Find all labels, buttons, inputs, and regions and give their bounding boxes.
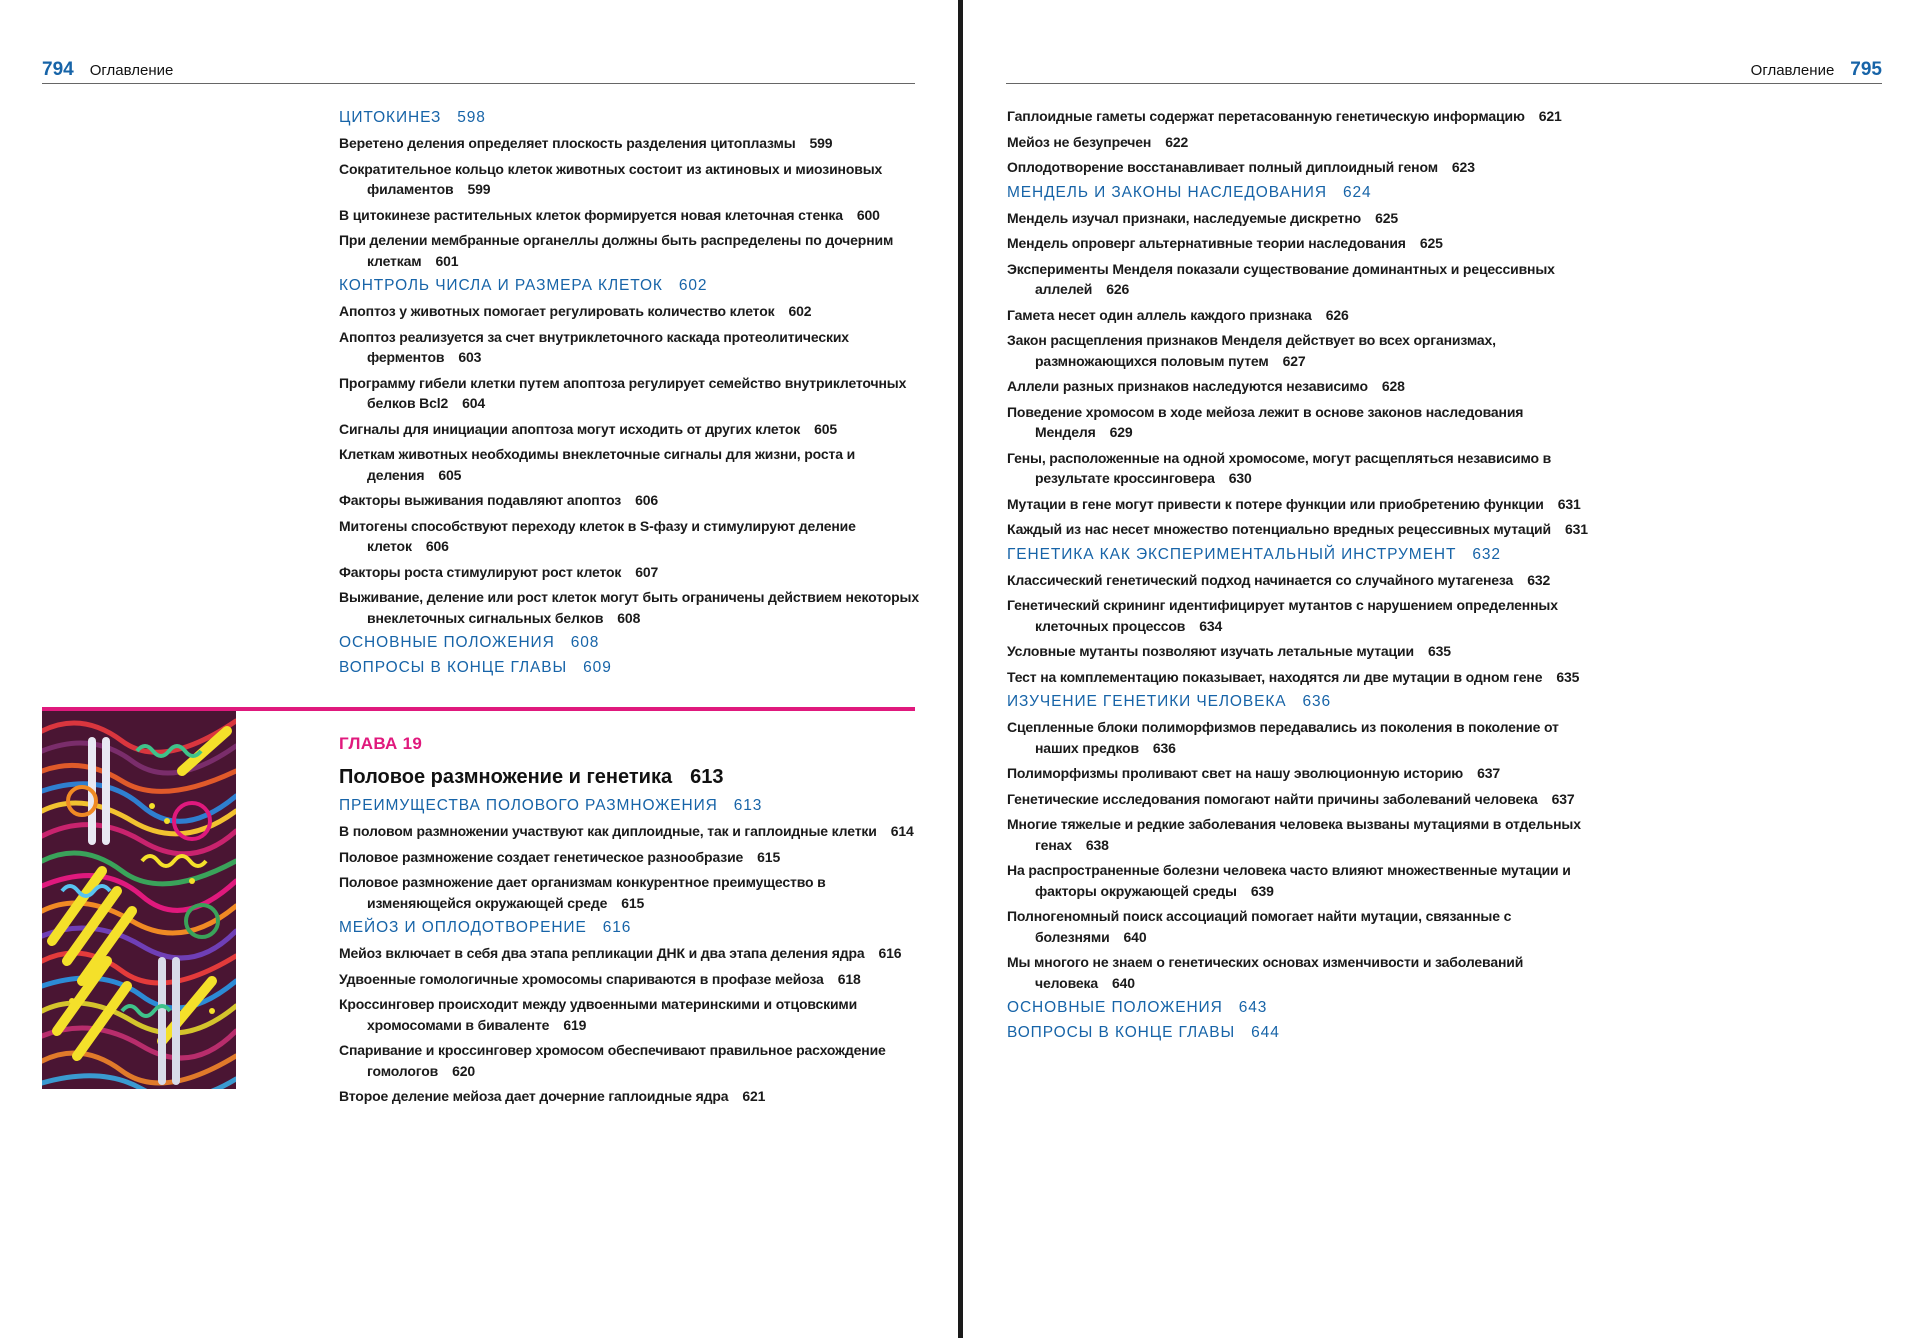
right-page-number: 795: [1850, 59, 1882, 80]
toc-list-left-top: [339, 108, 919, 683]
toc-page-number: 639: [1250, 882, 1274, 899]
chapter-illustration: [42, 711, 236, 1089]
toc-item-text: Оплодотворение восстанавливает полный диплоидный геном: [1007, 159, 1438, 175]
toc-section-heading[interactable]: [339, 658, 919, 678]
toc-page-number: 637: [1477, 765, 1501, 781]
toc-page-number: 603: [458, 349, 482, 365]
toc-page-number: 608: [617, 609, 641, 626]
toc-item-text: Генетические исследования помогают найти причины заболеваний человека: [1007, 790, 1538, 807]
toc-item-text: Факторы роста стимулируют рост клеток: [339, 563, 622, 580]
toc-item-text: Выживание, деление или рост клеток могут быть ограничены действием некоторых внеклеточных сигнальных белков: [339, 589, 919, 626]
toc-item-text: Многие тяжелые и редкие заболевания человека вызваны мутациями в отдельных генах: [1007, 816, 1581, 853]
toc-entry[interactable]: [339, 847, 919, 868]
toc-entry[interactable]: [339, 1040, 919, 1081]
toc-page-number: 608: [570, 634, 600, 651]
toc-entry[interactable]: [1007, 570, 1597, 591]
toc-section-heading[interactable]: [1007, 998, 1597, 1018]
toc-entry[interactable]: [1007, 448, 1597, 489]
toc-entry[interactable]: [339, 490, 919, 511]
toc-page-number: 598: [457, 109, 486, 126]
toc-item-text: Половое размножение создает генетическое разнообразие: [339, 848, 744, 865]
toc-entry[interactable]: [1007, 667, 1597, 688]
toc-page-number: 640: [1111, 974, 1135, 991]
toc-item-text: Клеткам животных необходимы внеклеточные сигналы для жизни, роста и деления: [339, 446, 856, 483]
toc-item-text: Спаривание и кроссинговер хромосом обеспечивают правильное расхождение гомологов: [339, 1042, 886, 1079]
toc-entry[interactable]: [1007, 906, 1597, 947]
toc-page-number: 622: [1165, 133, 1189, 150]
toc-page-number: 606: [635, 492, 659, 508]
toc-page-number: 602: [788, 303, 812, 319]
toc-item-text: ИЗУЧЕНИЕ ГЕНЕТИКИ ЧЕЛОВЕКА: [1007, 693, 1287, 710]
toc-page-number: 631: [1564, 521, 1588, 537]
toc-item-text: Аллели разных признаков наследуются независимо: [1007, 378, 1368, 394]
toc-item-text: Веретено деления определяет плоскость разделения цитоплазмы: [339, 135, 796, 151]
toc-page-number: 632: [1472, 545, 1501, 563]
toc-item-text: Программу гибели клетки путем апоптоза регулирует семейство внутриклеточных белков Bcl2: [339, 374, 907, 411]
toc-page-number: 631: [1557, 495, 1581, 512]
toc-item-text: Сократительное кольцо клеток животных состоит из актиновых и миозиновых филаментов: [339, 160, 883, 197]
toc-entry[interactable]: [1007, 595, 1597, 636]
toc-page-number: 637: [1551, 790, 1575, 807]
chapter-19-block: [339, 733, 919, 1112]
toc-item-text: Мейоз не безупречен: [1007, 133, 1152, 150]
toc-entry[interactable]: [1007, 641, 1597, 662]
toc-entry[interactable]: [339, 444, 919, 485]
toc-page-number: 623: [1451, 159, 1475, 175]
toc-item-text: Апоптоз у животных помогает регулировать количество клеток: [339, 303, 775, 319]
toc-item-text: Факторы выживания подавляют апоптоз: [339, 492, 622, 508]
chapter-title[interactable]: [339, 764, 919, 790]
toc-entry[interactable]: [1007, 132, 1597, 153]
toc-page-number: 599: [809, 135, 833, 151]
toc-page-number: 620: [452, 1062, 476, 1079]
toc-page-number: 638: [1085, 836, 1109, 853]
left-page-header: [42, 60, 915, 84]
toc-page-number: 609: [583, 659, 612, 676]
toc-page-number: 616: [602, 919, 632, 936]
toc-item-text: ОСНОВНЫЕ ПОЛОЖЕНИЯ: [339, 634, 555, 651]
toc-page-number: 627: [1282, 352, 1306, 369]
toc-page-number: 621: [742, 1088, 766, 1104]
toc-item-text: Второе деление мейоза дает дочерние гаплоидные ядра: [339, 1088, 729, 1104]
left-page: [0, 0, 958, 1338]
toc-entry[interactable]: [339, 159, 919, 200]
toc-page-number: 635: [1556, 668, 1580, 685]
toc-entry[interactable]: [339, 133, 919, 154]
toc-section-heading[interactable]: [339, 108, 919, 128]
toc-item-text: ВОПРОСЫ В КОНЦЕ ГЛАВЫ: [339, 659, 568, 676]
toc-item-text: Генетический скрининг идентифицирует мутантов с нарушением определенных клеточных процессов: [1007, 597, 1558, 634]
toc-entry[interactable]: [1007, 330, 1597, 371]
toc-item-text: Апоптоз реализуется за счет внутриклеточного каскада протеолитических ферментов: [339, 328, 849, 365]
toc-item-text: Удвоенные гомологичные хромосомы спариваются в профазе мейоза: [339, 970, 824, 987]
toc-page-number: 635: [1427, 643, 1451, 659]
toc-item-text: Мендель изучал признаки, наследуемые дискретно: [1007, 209, 1362, 226]
toc-page-number: 615: [757, 848, 781, 865]
toc-item-text: Кроссинговер происходит между удвоенными материнскими и отцовскими хромосомами в биваленте: [339, 996, 858, 1033]
toc-page-number: 643: [1238, 999, 1268, 1016]
toc-item-text: В цитокинезе растительных клеток формируется новая клеточная стенка: [339, 206, 843, 223]
toc-page-number: 601: [435, 252, 459, 269]
toc-page-number: 625: [1375, 209, 1398, 226]
toc-section-heading[interactable]: [1007, 545, 1597, 565]
toc-entry[interactable]: [1007, 259, 1597, 300]
toc-page-number: 630: [1228, 470, 1252, 486]
toc-entry[interactable]: [1007, 106, 1597, 127]
toc-page-number: 605: [814, 420, 838, 437]
toc-entry[interactable]: [1007, 233, 1597, 254]
left-page-number: 794: [42, 59, 74, 80]
toc-entry[interactable]: [339, 205, 919, 226]
toc-item-text: МЕЙОЗ И ОПЛОДОТВОРЕНИЕ: [339, 919, 587, 936]
chapter-label: ГЛАВА 19: [339, 734, 423, 753]
toc-page-number: 625: [1419, 235, 1443, 251]
toc-entry[interactable]: [1007, 157, 1597, 178]
toc-list-chapter: [339, 796, 919, 1107]
toc-page-number: 629: [1109, 424, 1133, 440]
toc-item-text: ПРЕИМУЩЕСТВА ПОЛОВОГО РАЗМНОЖЕНИЯ: [339, 797, 718, 814]
toc-item-text: ЦИТОКИНЕЗ: [339, 109, 442, 126]
toc-page-number: 600: [856, 206, 880, 223]
toc-entry[interactable]: [1007, 717, 1597, 758]
toc-entry[interactable]: [339, 943, 919, 964]
toc-entry[interactable]: [339, 821, 919, 842]
toc-entry[interactable]: [1007, 860, 1597, 901]
toc-page-number: 613: [733, 797, 763, 814]
toc-entry[interactable]: [1007, 402, 1597, 443]
toc-item-text: ВОПРОСЫ В КОНЦЕ ГЛАВЫ: [1007, 1024, 1236, 1041]
toc-page-number: 604: [462, 395, 486, 411]
toc-item-text: Митогены способствуют переходу клеток в S-фазу и стимулируют деление клеток: [339, 517, 856, 554]
toc-entry[interactable]: [339, 994, 919, 1035]
toc-entry[interactable]: [1007, 494, 1597, 515]
toc-item-text: Эксперименты Менделя показали существование доминантных и рецессивных аллелей: [1007, 260, 1555, 297]
toc-page-number: 640: [1123, 928, 1147, 945]
toc-page-number: 607: [635, 563, 659, 580]
toc-item-text: Гены, расположенные на одной хромосоме, могут расщепляться независимо в результате кроссинговера: [1007, 449, 1552, 486]
toc-page-number: 632: [1527, 571, 1551, 588]
toc-page-number: 606: [425, 538, 449, 554]
toc-entry[interactable]: [339, 373, 919, 414]
toc-entry[interactable]: [339, 1086, 919, 1107]
toc-section-heading[interactable]: [1007, 1023, 1597, 1043]
right-page-header: [1006, 60, 1882, 84]
toc-page-number: 628: [1381, 378, 1405, 394]
toc-entry[interactable]: [1007, 519, 1597, 540]
toc-item-text: ГЕНЕТИКА КАК ЭКСПЕРИМЕНТАЛЬНЫЙ ИНСТРУМЕНТ: [1007, 545, 1457, 563]
toc-item-text: Сцепленные блоки полиморфизмов передавались из поколения в поколение от наших предков: [1007, 719, 1559, 756]
toc-item-text: Мы многого не знаем о генетических основах изменчивости и заболеваний человека: [1007, 954, 1524, 991]
toc-entry[interactable]: [1007, 305, 1597, 326]
toc-item-text: Условные мутанты позволяют изучать летальные мутации: [1007, 643, 1414, 659]
toc-entry[interactable]: [1007, 789, 1597, 810]
toc-page-number: 636: [1152, 739, 1176, 756]
toc-entry[interactable]: [339, 419, 919, 440]
toc-page-number: 624: [1342, 183, 1372, 201]
toc-page-number: 602: [678, 277, 708, 294]
toc-item-text: При делении мембранные органеллы должны быть распределены по дочерним клеткам: [339, 232, 894, 269]
toc-page-number: 618: [837, 970, 861, 987]
toc-page-number: 634: [1199, 617, 1223, 634]
toc-page-number: 599: [467, 181, 491, 197]
toc-item-text: Поведение хромосом в ходе мейоза лежит в основе законов наследования Менделя: [1007, 403, 1524, 440]
toc-entry[interactable]: [339, 516, 919, 557]
toc-entry[interactable]: [339, 562, 919, 583]
chapter-title-text: Половое размножение и генетика: [339, 766, 673, 788]
toc-page-number: 619: [563, 1016, 587, 1033]
toc-section-heading[interactable]: [339, 918, 919, 938]
toc-section-heading[interactable]: [1007, 183, 1597, 203]
right-header-title: Оглавление: [1750, 62, 1835, 79]
toc-item-text: Гамета несет один аллель каждого признака: [1007, 306, 1312, 323]
chapter-title-page: 613: [690, 766, 724, 788]
toc-page-number: 644: [1251, 1024, 1280, 1041]
toc-item-text: Половое размножение дает организмам конкурентное преимущество в изменяющейся окружающей среде: [339, 874, 826, 911]
toc-item-text: Полногеномный поиск ассоциаций помогает найти мутации, связанные с болезнями: [1007, 908, 1512, 945]
toc-list-right: [1007, 106, 1597, 1048]
toc-item-text: Каждый из нас несет множество потенциально вредных рецессивных мутаций: [1007, 521, 1551, 537]
toc-item-text: Мейоз включает в себя два этапа репликации ДНК и два этапа деления ядра: [339, 945, 865, 961]
toc-page-number: 626: [1325, 306, 1349, 323]
toc-entry[interactable]: [339, 230, 919, 271]
toc-item-text: Сигналы для инициации апоптоза могут исходить от других клеток: [339, 420, 801, 437]
toc-item-text: На распространенные болезни человека часто влияют множественные мутации и факторы окружающей среды: [1007, 862, 1571, 899]
toc-entry[interactable]: [339, 327, 919, 368]
toc-page-number: 615: [621, 894, 645, 911]
toc-item-text: Классический генетический подход начинается со случайного мутагенеза: [1007, 571, 1514, 588]
toc-item-text: Мутации в гене могут привести к потере функции или приобретению функции: [1007, 495, 1544, 512]
toc-page-number: 621: [1538, 108, 1562, 124]
toc-entry[interactable]: [339, 587, 919, 628]
toc-item-text: МЕНДЕЛЬ И ЗАКОНЫ НАСЛЕДОВАНИЯ: [1007, 183, 1327, 201]
toc-entry[interactable]: [339, 872, 919, 913]
toc-page-number: 614: [890, 823, 914, 839]
toc-item-text: Мендель опроверг альтернативные теории наследования: [1007, 235, 1406, 251]
toc-item-text: ОСНОВНЫЕ ПОЛОЖЕНИЯ: [1007, 999, 1223, 1016]
toc-page-number: 626: [1106, 281, 1130, 297]
toc-page-number: 636: [1302, 693, 1332, 710]
toc-entry[interactable]: [339, 969, 919, 990]
toc-entry[interactable]: [1007, 376, 1597, 397]
toc-item-text: Полиморфизмы проливают свет на нашу эволюционную историю: [1007, 765, 1464, 781]
toc-item-text: КОНТРОЛЬ ЧИСЛА И РАЗМЕРА КЛЕТОК: [339, 277, 663, 294]
toc-entry[interactable]: [1007, 814, 1597, 855]
toc-page-number: 616: [878, 945, 902, 961]
toc-section-heading[interactable]: [339, 633, 919, 653]
toc-item-text: Тест на комплементацию показывает, находятся ли две мутации в одном гене: [1007, 668, 1543, 685]
toc-section-heading[interactable]: [339, 276, 919, 296]
toc-section-heading[interactable]: [1007, 692, 1597, 712]
toc-entry[interactable]: [1007, 208, 1597, 229]
toc-item-text: Закон расщепления признаков Менделя действует во всех организмах, размножающихся половым путем: [1007, 332, 1496, 369]
toc-entry[interactable]: [1007, 763, 1597, 784]
toc-item-text: В половом размножении участвуют как диплоидные, так и гаплоидные клетки: [339, 823, 877, 839]
toc-entry[interactable]: [1007, 952, 1597, 993]
toc-entry[interactable]: [339, 301, 919, 322]
toc-page-number: 605: [438, 466, 462, 483]
left-header-title: Оглавление: [89, 62, 174, 79]
toc-item-text: Гаплоидные гаметы содержат перетасованную генетическую информацию: [1007, 108, 1525, 124]
toc-section-heading[interactable]: [339, 796, 919, 816]
